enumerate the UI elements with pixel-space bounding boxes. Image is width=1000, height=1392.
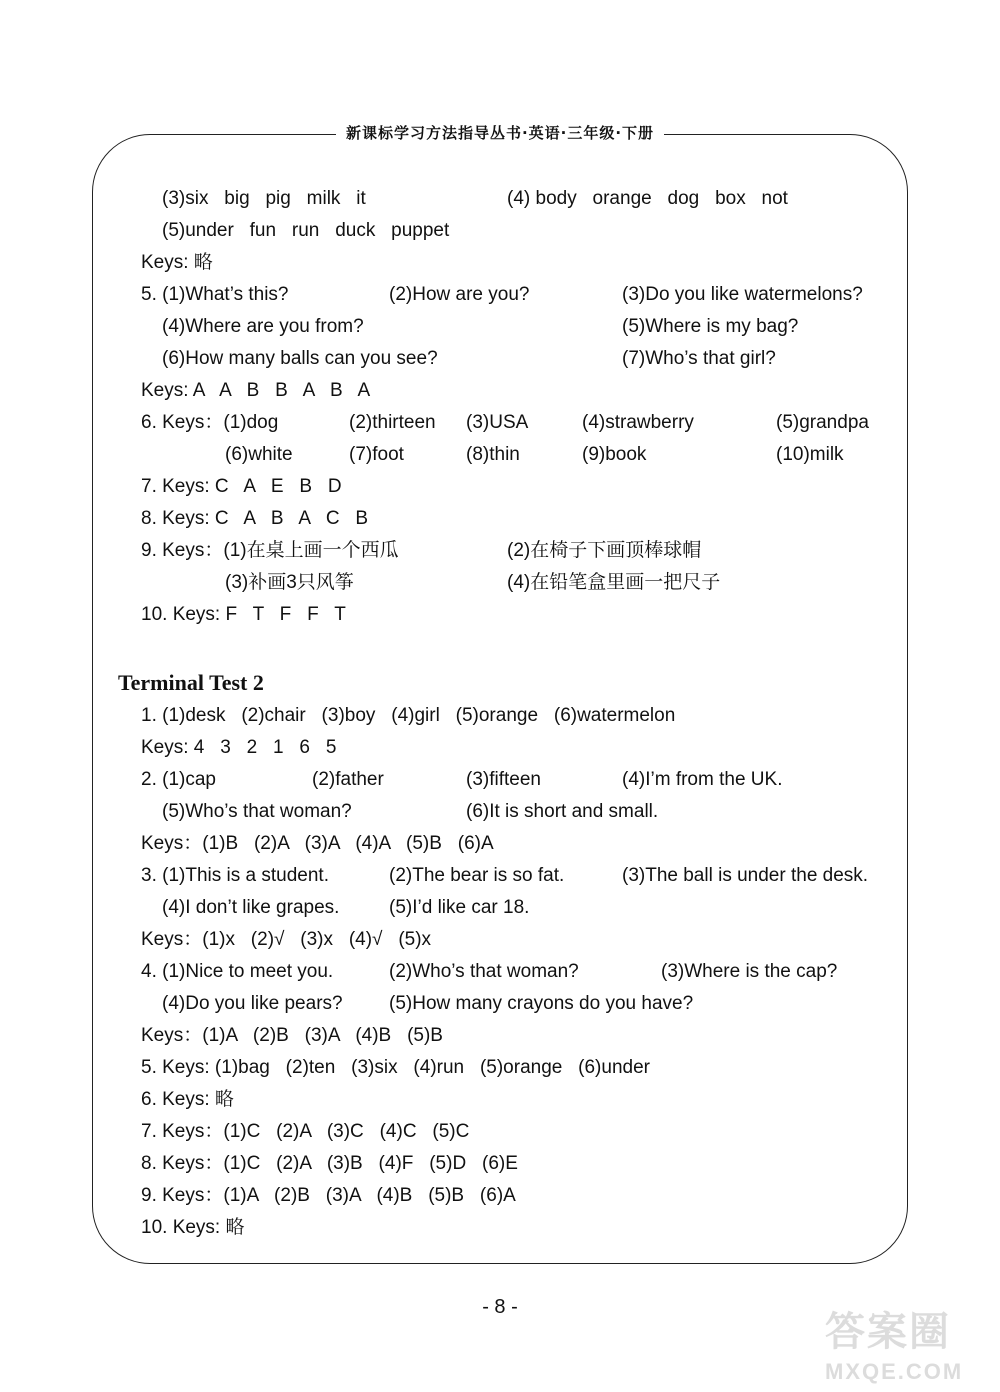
- question-line: (7)Who’s that girl?: [622, 348, 776, 369]
- keys-item: (5)grandpa: [776, 412, 869, 433]
- question-line: (3)Do you like watermelons?: [622, 284, 863, 305]
- question-line: (2)father: [312, 769, 384, 790]
- question-line: (5)Where is my bag?: [622, 316, 799, 337]
- question-line: (4)I’m from the UK.: [622, 769, 783, 790]
- question-line: (4)Where are you from?: [162, 316, 364, 337]
- keys-line: Keys: A A B B A B A: [141, 380, 371, 401]
- question-line: (6)How many balls can you see?: [162, 348, 438, 369]
- keys-line: Keys: 略: [141, 252, 213, 273]
- keys-line: 5. Keys: (1)bag (2)ten (3)six (4)run (5)orange (6)under: [141, 1057, 650, 1078]
- question-line: 1. (1)desk (2)chair (3)boy (4)girl (5)orange (6)watermelon: [141, 705, 676, 726]
- keys-line: Keys：(1)A (2)B (3)A (4)B (5)B: [141, 1025, 443, 1046]
- question-line: 5. (1)What’s this?: [141, 284, 289, 305]
- keys-line: Keys：(1)x (2)√ (3)x (4)√ (5)x: [141, 929, 432, 950]
- question-line: 4. (1)Nice to meet you.: [141, 961, 334, 982]
- question-line: (3)The ball is under the desk.: [622, 865, 869, 886]
- keys-item: (7)foot: [349, 444, 404, 465]
- keys-line: 7. Keys: C A E B D: [141, 476, 342, 497]
- question-line: (2)Who’s that woman?: [389, 961, 579, 982]
- keys-item: (10)milk: [776, 444, 844, 465]
- question-line: (4)Do you like pears?: [162, 993, 343, 1014]
- keys-item: (2)thirteen: [349, 412, 436, 433]
- watermark-url: MXQE.COM: [825, 1359, 964, 1384]
- question-line: (2)How are you?: [389, 284, 530, 305]
- page-header: 新课标学习方法指导丛书·英语·三年级·下册: [0, 122, 1000, 143]
- section-heading: Terminal Test 2: [118, 670, 264, 695]
- question-line: (5)How many crayons do you have?: [389, 993, 694, 1014]
- question-line: 2. (1)cap: [141, 769, 216, 790]
- answer-line: (5)under fun run duck puppet: [162, 220, 450, 241]
- keys-item: (4)在铅笔盒里画一把尺子: [507, 572, 721, 593]
- keys-line: Keys: 4 3 2 1 6 5: [141, 737, 337, 758]
- keys-item: (4)strawberry: [582, 412, 694, 433]
- question-line: (5)Who’s that woman?: [162, 801, 352, 822]
- keys-item: (3)补画3只风筝: [225, 572, 354, 593]
- keys-line: Keys：(1)B (2)A (3)A (4)A (5)B (6)A: [141, 833, 494, 854]
- keys-line: 7. Keys：(1)C (2)A (3)C (4)C (5)C: [141, 1121, 470, 1142]
- question-line: (4)I don’t like grapes.: [162, 897, 340, 918]
- keys-line: 10. Keys: 略: [141, 1217, 245, 1238]
- watermark: [825, 1300, 963, 1385]
- keys-line: 8. Keys：(1)C (2)A (3)B (4)F (5)D (6)E: [141, 1153, 518, 1174]
- watermark-logo: 答案圈: [825, 1309, 951, 1355]
- keys-item: (3)USA: [466, 412, 529, 433]
- keys-line: 6. Keys: 略: [141, 1089, 234, 1110]
- keys-item: (8)thin: [466, 444, 520, 465]
- answer-line: (3)six big pig milk it: [162, 188, 366, 209]
- keys-item: (6)white: [225, 444, 293, 465]
- question-line: (2)The bear is so fat.: [389, 865, 565, 886]
- keys-line: 9. Keys：(1)在桌上画一个西瓜: [141, 540, 399, 561]
- keys-line: 6. Keys：(1)dog: [141, 412, 279, 433]
- keys-item: (2)在椅子下画顶棒球帽: [507, 540, 702, 561]
- question-line: (3)fifteen: [466, 769, 541, 790]
- question-line: (3)Where is the cap?: [661, 961, 838, 982]
- question-line: (6)It is short and small.: [466, 801, 659, 822]
- keys-line: 9. Keys：(1)A (2)B (3)A (4)B (5)B (6)A: [141, 1185, 516, 1206]
- question-line: 3. (1)This is a student.: [141, 865, 329, 886]
- page-number: - 8 -: [482, 1296, 518, 1318]
- keys-line: 8. Keys: C A B A C B: [141, 508, 369, 529]
- answer-line: (4) body orange dog box not: [507, 188, 788, 209]
- keys-line: 10. Keys: F T F F T: [141, 604, 346, 625]
- question-line: (5)I’d like car 18.: [389, 897, 530, 918]
- keys-item: (9)book: [582, 444, 647, 465]
